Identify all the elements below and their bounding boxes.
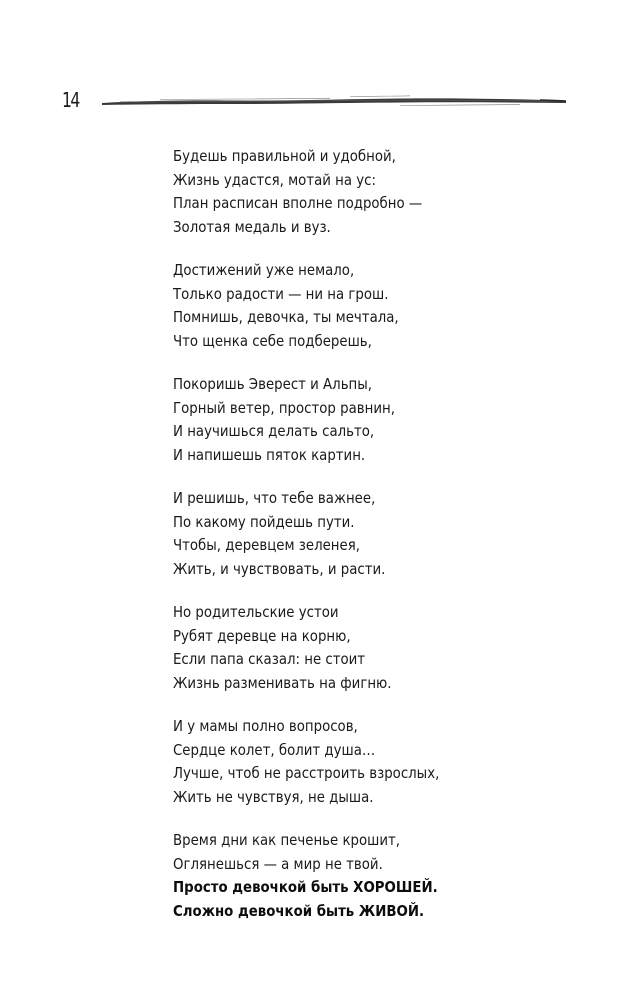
poem-line: Чтобы, деревцем зеленея, (173, 536, 360, 554)
poem-line: Золотая медаль и вуз. (173, 217, 331, 236)
poem-stanza (173, 829, 593, 923)
poem-line: Рубят деревце на корню, (173, 626, 351, 645)
poem-line-bold: Сложно девочкой быть ЖИВОЙ. (173, 901, 425, 920)
poem-stanza (173, 373, 593, 467)
poem-line: Время дни как печенье крошит, (173, 831, 400, 849)
poem-line: И напишешь пяток картин. (173, 445, 366, 464)
poem-line: Жить не чувствуя, не дыша. (173, 787, 374, 806)
poem-stanza (173, 145, 593, 239)
poem-line: Только радости — ни на грош. (173, 284, 389, 303)
poem-stanza (173, 487, 593, 581)
poem-line: Сердце колет, болит душа… (173, 740, 376, 759)
poem-line: Жизнь разменивать на фигню. (173, 673, 392, 692)
poem-line: Будешь правильной и удобной, (173, 147, 396, 165)
poem (173, 145, 593, 943)
page-header (0, 0, 644, 130)
poem-line: И решишь, что тебе важнее, (173, 489, 376, 507)
poem-line: Что щенка себе подберешь, (173, 331, 372, 350)
poem-line: По какому пойдешь пути. (173, 512, 355, 531)
poem-line-bold: Просто девочкой быть ХОРОШЕЙ. (173, 878, 438, 896)
poem-line: Но родительские устои (173, 603, 339, 621)
poem-stanza (173, 259, 593, 353)
poem-line: Горный ветер, простор равнин, (173, 398, 395, 417)
poem-line: И научишься делать сальто, (173, 422, 375, 440)
poem-line: Достижений уже немало, (173, 261, 355, 279)
poem-line: И у мамы полно вопросов, (173, 717, 358, 735)
poem-line: Покоришь Эверест и Альпы, (173, 375, 373, 393)
poem-line: Жизнь удастся, мотай на ус: (173, 170, 376, 189)
poem-line: Оглянешься — а мир не твой. (173, 854, 383, 873)
poem-line: Лучше, чтоб не расстроить взрослых, (173, 764, 440, 782)
decorative-brush-stroke (100, 93, 568, 109)
poem-stanza (173, 715, 593, 809)
poem-line: План расписан вполне подробно — (173, 194, 423, 212)
page-number: 14 (62, 88, 79, 112)
poem-line: Помнишь, девочка, ты мечтала, (173, 308, 399, 326)
poem-line: Жить, и чувствовать, и расти. (173, 559, 386, 578)
poem-stanza (173, 601, 593, 695)
poem-line: Если папа сказал: не стоит (173, 650, 366, 668)
